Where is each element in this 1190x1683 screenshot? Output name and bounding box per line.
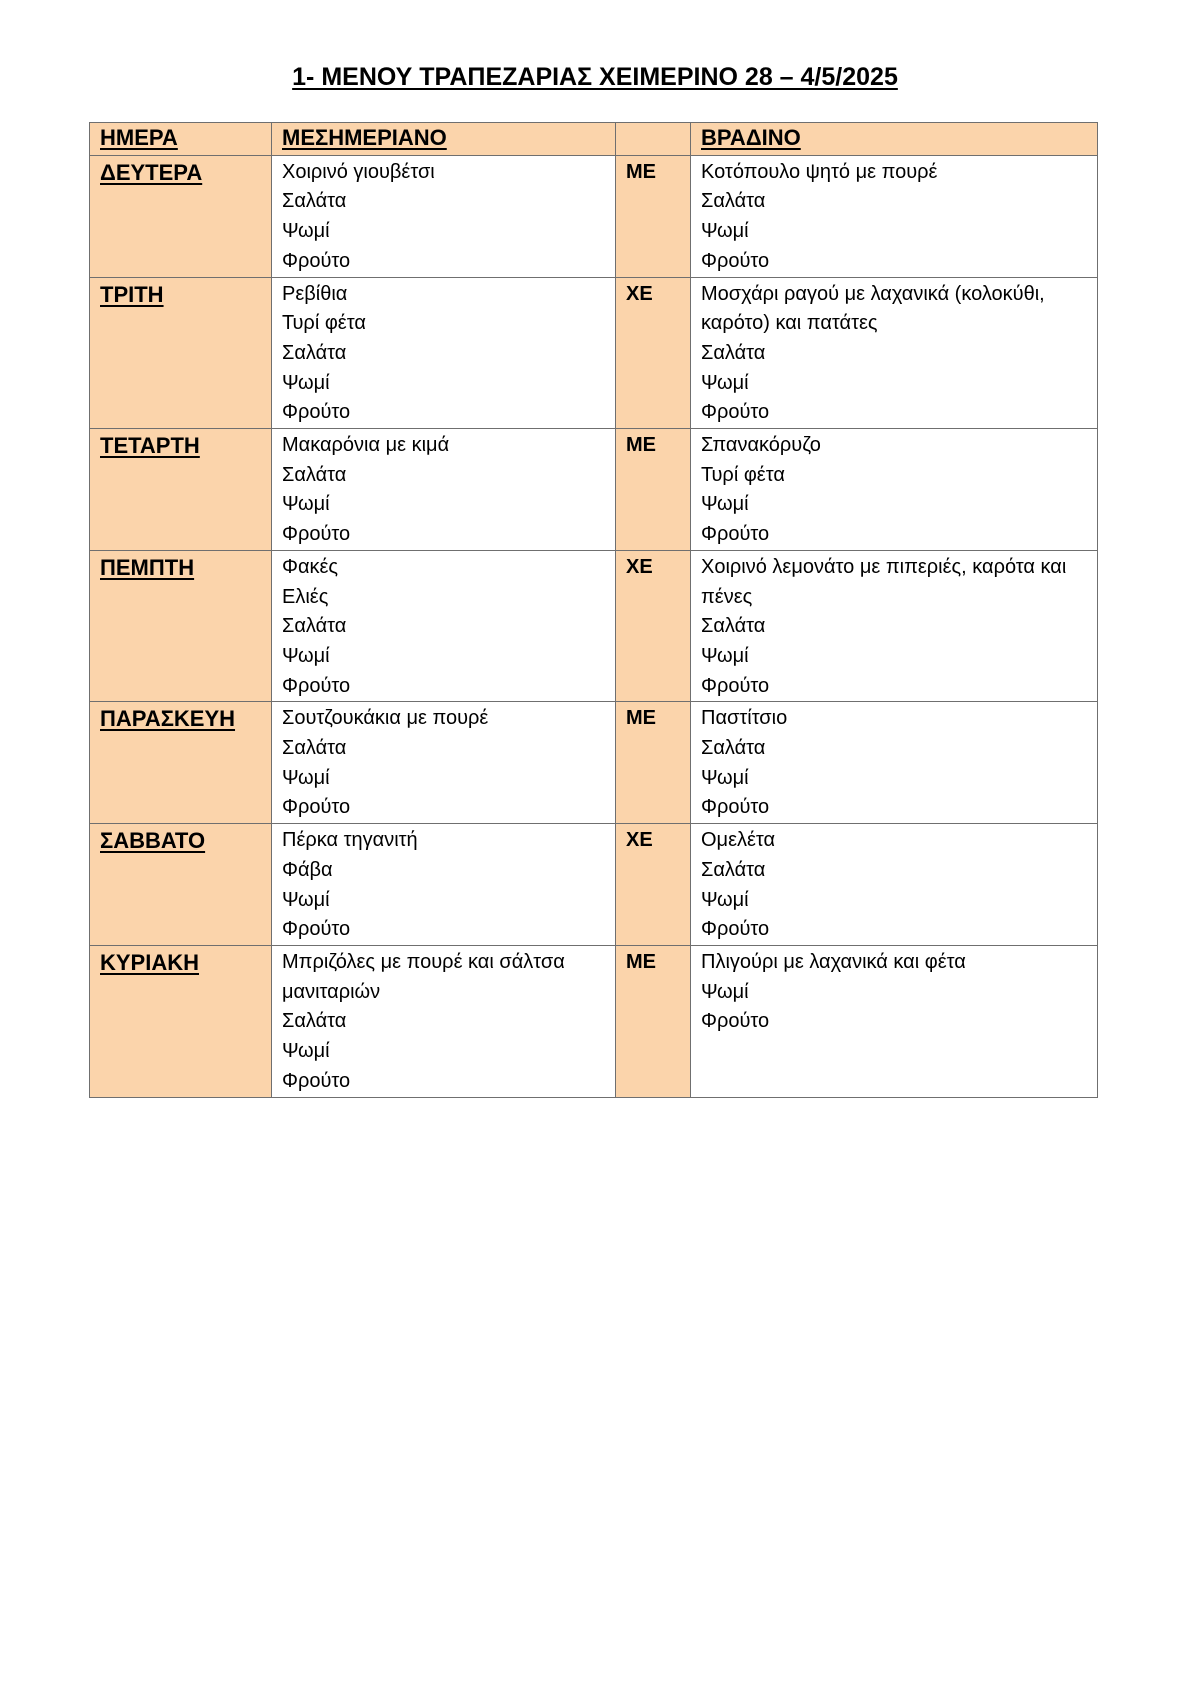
noon-meal-cell bbox=[272, 550, 616, 702]
meal-code-cell bbox=[616, 429, 691, 551]
noon-meal-cell bbox=[272, 155, 616, 277]
evening-meal-item: Ψωμί bbox=[701, 493, 749, 516]
evening-meal-item: Σαλάτα bbox=[701, 190, 766, 213]
noon-meal-item: Μακαρόνια με κιμά bbox=[282, 434, 450, 457]
evening-meal-item: Κοτόπουλο ψητό με πουρέ bbox=[701, 160, 938, 183]
day-label: ΚΥΡΙΑΚΗ bbox=[100, 949, 200, 975]
noon-meal-item: Ψωμί bbox=[282, 220, 330, 243]
noon-meal-item: Πέρκα τηγανιτή bbox=[282, 829, 418, 852]
table-row bbox=[90, 277, 1098, 429]
evening-meal-item: Παστίτσιο bbox=[701, 707, 788, 730]
evening-meal-item: Ψωμί bbox=[701, 644, 749, 667]
evening-meal-item: Χοιρινό λεμονάτο με πιπεριές, καρότα και πένες bbox=[701, 555, 1067, 608]
evening-meal-cell bbox=[691, 945, 1098, 1097]
evening-meal-item: Ψωμί bbox=[701, 980, 749, 1003]
meal-code-cell bbox=[616, 155, 691, 277]
header-noon: ΜΕΣΗΜΕΡΙΑΝΟ bbox=[282, 125, 447, 150]
evening-meal-item: Φρούτο bbox=[701, 796, 770, 819]
noon-meal-item: Φακές bbox=[282, 555, 339, 578]
page-title: 1- ΜΕΝΟΥ ΤΡΑΠΕΖΑΡΙΑΣ ΧΕΙΜΕΡΙΝΟ 28 – 4/5/2025 bbox=[292, 63, 898, 91]
evening-meal-item: Ψωμί bbox=[701, 888, 749, 911]
noon-meal-item: Σαλάτα bbox=[282, 737, 347, 760]
evening-meal-item: Σαλάτα bbox=[701, 858, 766, 881]
noon-meal-item: Σαλάτα bbox=[282, 615, 347, 638]
meal-code: ΧΕ bbox=[626, 282, 653, 305]
noon-meal-item: Φρούτο bbox=[282, 1069, 351, 1092]
evening-meal-item: Φρούτο bbox=[701, 523, 770, 546]
evening-meal-item: Σαλάτα bbox=[701, 341, 766, 364]
noon-meal-cell bbox=[272, 824, 616, 946]
noon-meal-item: Φρούτο bbox=[282, 401, 351, 424]
meal-code-cell bbox=[616, 945, 691, 1097]
noon-meal-item: Ελιές bbox=[282, 585, 329, 608]
evening-meal-item: Φρούτο bbox=[701, 249, 770, 272]
noon-meal-cell bbox=[272, 429, 616, 551]
meal-code: ΜΕ bbox=[626, 950, 656, 973]
menu-table bbox=[89, 122, 1098, 1098]
day-cell bbox=[90, 824, 272, 946]
day-cell bbox=[90, 550, 272, 702]
noon-meal-item: Μπριζόλες με πουρέ και σάλτσα μανιταριών bbox=[282, 950, 565, 1003]
evening-meal-item: Φρούτο bbox=[701, 674, 770, 697]
header-evening: ΒΡΑΔΙΝΟ bbox=[701, 125, 801, 150]
noon-meal-item: Σαλάτα bbox=[282, 341, 347, 364]
table-row bbox=[90, 429, 1098, 551]
noon-meal-cell bbox=[272, 277, 616, 429]
noon-meal-item: Ψωμί bbox=[282, 493, 330, 516]
evening-meal-item: Τυρί φέτα bbox=[701, 463, 785, 486]
evening-meal-item: Σαλάτα bbox=[701, 615, 766, 638]
noon-meal-item: Ψωμί bbox=[282, 644, 330, 667]
table-header-row bbox=[90, 123, 1098, 156]
day-label: ΠΑΡΑΣΚΕΥΗ bbox=[100, 706, 236, 732]
evening-meal-item: Πλιγούρι με λαχανικά και φέτα bbox=[701, 950, 966, 973]
evening-meal-item: Ψωμί bbox=[701, 766, 749, 789]
noon-meal-item: Τυρί φέτα bbox=[282, 312, 366, 335]
noon-meal-item: Ψωμί bbox=[282, 1040, 330, 1063]
day-label: ΔΕΥΤΕΡΑ bbox=[100, 159, 203, 185]
day-label: ΤΡΙΤΗ bbox=[100, 281, 164, 307]
day-cell bbox=[90, 277, 272, 429]
evening-meal-cell bbox=[691, 550, 1098, 702]
day-label: ΣΑΒΒΑΤΟ bbox=[100, 828, 206, 854]
table-row bbox=[90, 155, 1098, 277]
evening-meal-item: Σαλάτα bbox=[701, 737, 766, 760]
evening-meal-cell bbox=[691, 824, 1098, 946]
header-evening-cell bbox=[691, 123, 1098, 156]
day-cell bbox=[90, 945, 272, 1097]
noon-meal-item: Φρούτο bbox=[282, 918, 351, 941]
meal-code: ΜΕ bbox=[626, 707, 656, 730]
evening-meal-item: Μοσχάρι ραγού με λαχανικά (κολοκύθι, καρότο) και πατάτες bbox=[701, 282, 1045, 335]
noon-meal-item: Φρούτο bbox=[282, 523, 351, 546]
day-label: ΠΕΜΠΤΗ bbox=[100, 554, 195, 580]
evening-meal-item: Ομελέτα bbox=[701, 829, 776, 852]
header-code-cell bbox=[616, 123, 691, 156]
evening-meal-cell bbox=[691, 277, 1098, 429]
noon-meal-item: Φάβα bbox=[282, 858, 333, 881]
noon-meal-item: Ψωμί bbox=[282, 888, 330, 911]
noon-meal-item: Ρεβίθια bbox=[282, 282, 348, 305]
noon-meal-item: Ψωμί bbox=[282, 371, 330, 394]
noon-meal-cell bbox=[272, 945, 616, 1097]
meal-code-cell bbox=[616, 277, 691, 429]
evening-meal-item: Φρούτο bbox=[701, 1010, 770, 1033]
noon-meal-cell bbox=[272, 702, 616, 824]
meal-code: ΧΕ bbox=[626, 829, 653, 852]
header-day: ΗΜΕΡΑ bbox=[100, 125, 178, 150]
noon-meal-item: Φρούτο bbox=[282, 249, 351, 272]
evening-meal-item: Φρούτο bbox=[701, 918, 770, 941]
evening-meal-item: Φρούτο bbox=[701, 401, 770, 424]
table-row bbox=[90, 550, 1098, 702]
day-cell bbox=[90, 155, 272, 277]
day-cell bbox=[90, 429, 272, 551]
evening-meal-item: Ψωμί bbox=[701, 371, 749, 394]
table-row bbox=[90, 702, 1098, 824]
header-day-cell bbox=[90, 123, 272, 156]
noon-meal-item: Φρούτο bbox=[282, 674, 351, 697]
noon-meal-item: Σαλάτα bbox=[282, 1010, 347, 1033]
noon-meal-item: Σουτζουκάκια με πουρέ bbox=[282, 707, 489, 730]
meal-code-cell bbox=[616, 824, 691, 946]
evening-meal-item: Σπανακόρυζο bbox=[701, 434, 821, 457]
table-row bbox=[90, 945, 1098, 1097]
meal-code-cell bbox=[616, 702, 691, 824]
day-cell bbox=[90, 702, 272, 824]
day-label: ΤΕΤΑΡΤΗ bbox=[100, 433, 200, 459]
table-row bbox=[90, 824, 1098, 946]
noon-meal-item: Φρούτο bbox=[282, 796, 351, 819]
noon-meal-item: Ψωμί bbox=[282, 766, 330, 789]
noon-meal-item: Σαλάτα bbox=[282, 190, 347, 213]
meal-code-cell bbox=[616, 550, 691, 702]
noon-meal-item: Χοιρινό γιουβέτσι bbox=[282, 160, 435, 183]
meal-code: ΜΕ bbox=[626, 160, 656, 183]
evening-meal-cell bbox=[691, 429, 1098, 551]
evening-meal-cell bbox=[691, 155, 1098, 277]
meal-code: ΜΕ bbox=[626, 434, 656, 457]
evening-meal-item: Ψωμί bbox=[701, 220, 749, 243]
noon-meal-item: Σαλάτα bbox=[282, 463, 347, 486]
meal-code: ΧΕ bbox=[626, 555, 653, 578]
evening-meal-cell bbox=[691, 702, 1098, 824]
header-noon-cell bbox=[272, 123, 616, 156]
